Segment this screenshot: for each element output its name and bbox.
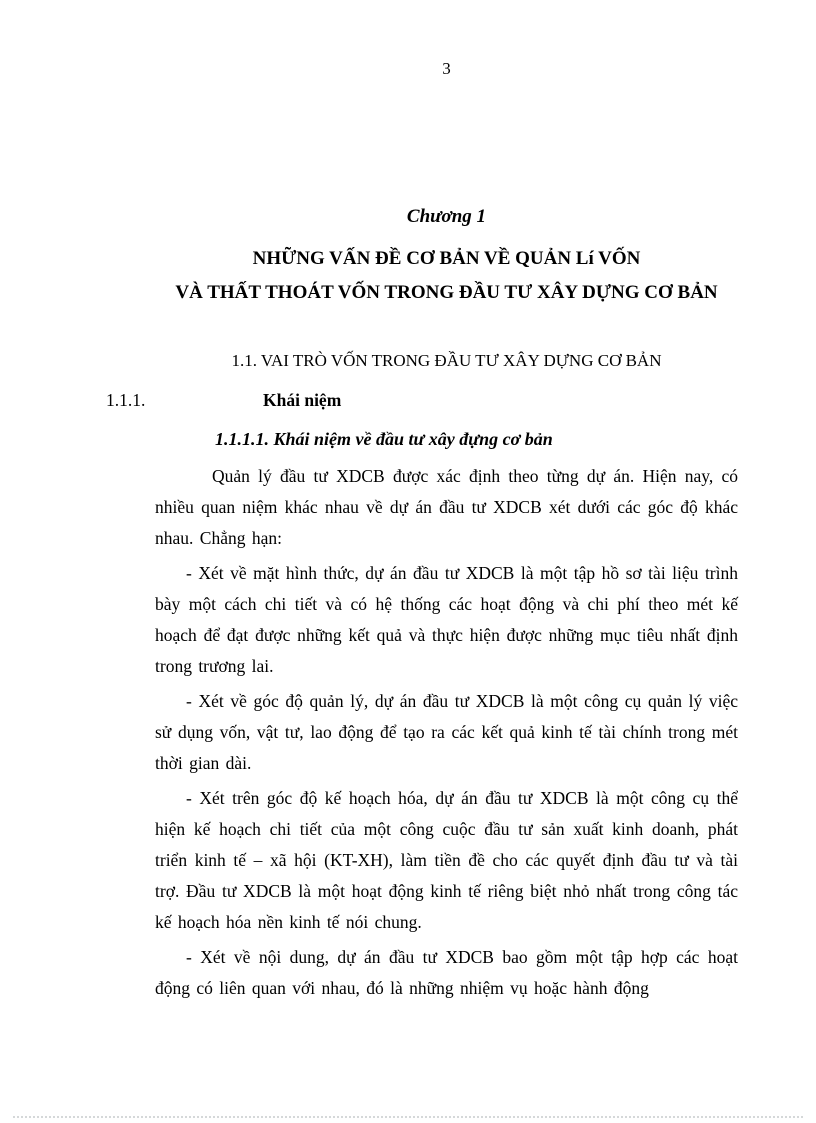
body-paragraph: - Xét trên góc độ kế hoạch hóa, dự án đầu tư XDCB là một công cụ thể hiện kế hoạch chi tiết của một công cuộc đầu tư sản xuất kinh doanh, phát triển kinh tế – xã hội (KT-XH), làm tiền đề cho các quyết định đầu tư và tài trợ. Đầu tư XDCB là một hoạt động kinh tế riêng biệt nhỏ nhất trong công tác kế hoạch hóa nền kinh tế nói chung. [155, 788, 738, 932]
subsubsection-heading: 1.1.1.1. Khái niệm về đầu tư xây đựng cơ bản [215, 429, 553, 449]
body-paragraph: Quản lý đầu tư XDCB được xác định theo từng dự án. Hiện nay, có nhiều quan niệm khác nhau về dự án đầu tư XDCB xét dưới các góc độ khác nhau. Chẳng hạn: [155, 466, 738, 548]
section-heading: 1.1. VAI TRÒ VỐN TRONG ĐẦU TƯ XÂY DỰNG CƠ BẢN [231, 351, 662, 370]
body-paragraph: - Xét về nội dung, dự án đầu tư XDCB bao gồm một tập hợp các hoạt động có liên quan với nhau, đó là những nhiệm vụ hoặc hành động [155, 947, 738, 998]
chapter-title-line2: VÀ THẤT THOÁT VỐN TRONG ĐẦU TƯ XÂY DỰNG CƠ BẢN [175, 282, 718, 303]
text-block [106, 58, 738, 1004]
chapter-title-line1: NHỮNG VẤN ĐỀ CƠ BẢN VỀ QUẢN Lí VỐN [252, 248, 641, 269]
body-paragraph: - Xét về góc độ quản lý, dự án đầu tư XDCB là một công cụ quản lý việc sử dụng vốn, vật tư, lao động để tạo ra các kết quả kinh tế tài chính trong mét thời gian dài. [155, 691, 738, 773]
footer-dotted-rule [13, 1116, 803, 1118]
subsection-number: 1.1.1. [106, 390, 146, 410]
subsection-heading-row [106, 388, 738, 414]
body-paragraph: - Xét về mặt hình thức, dự án đầu tư XDCB là một tập hồ sơ tài liệu trình bày một cách chi tiết và có hệ thống các hoạt động và chi phí theo mét kế hoạch để đạt được những kết quả và thực hiện được những mục tiêu nhất định trong trương lai. [155, 563, 738, 676]
chapter-title [155, 242, 738, 310]
subsection-title: Khái niệm [263, 390, 342, 410]
chapter-label: Chương 1 [406, 206, 487, 227]
page-number: 3 [442, 59, 451, 78]
